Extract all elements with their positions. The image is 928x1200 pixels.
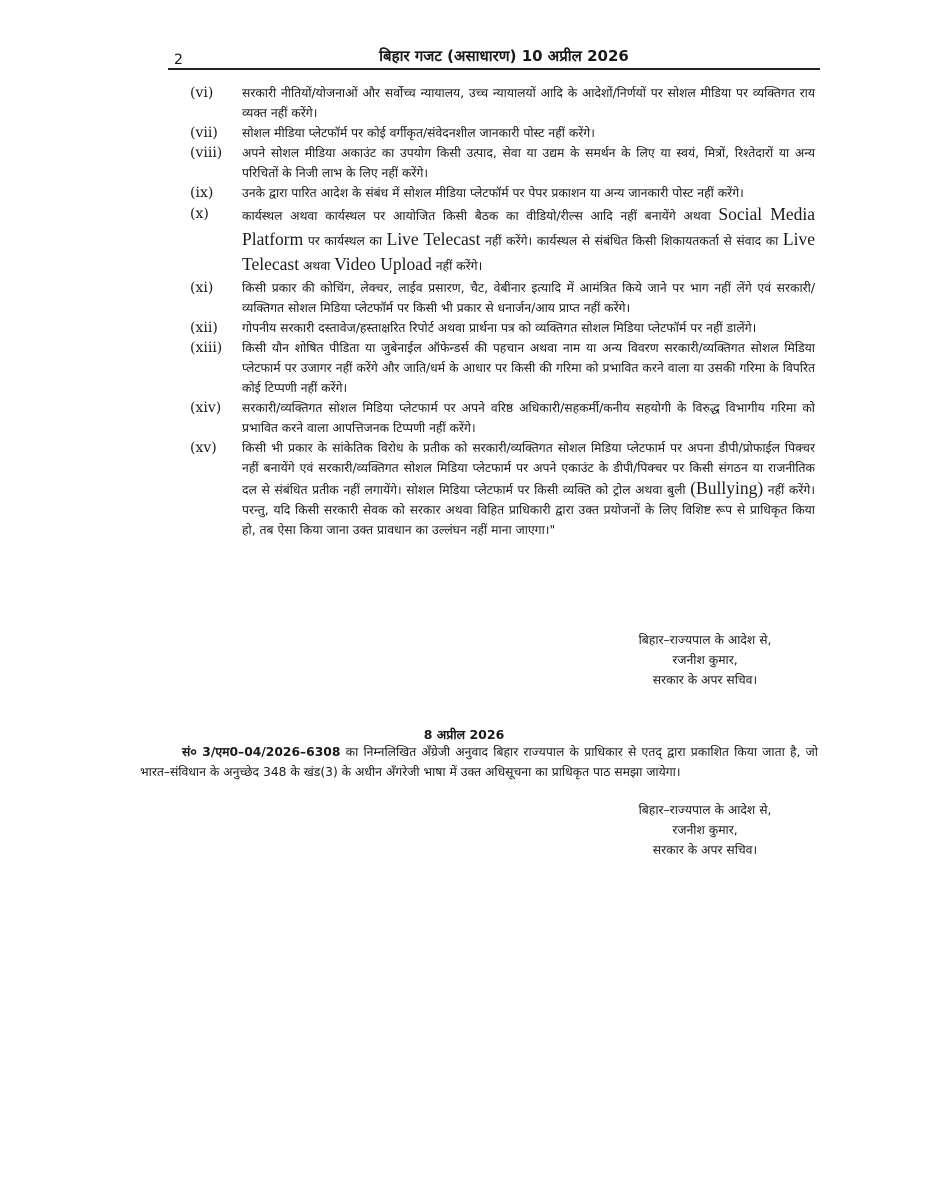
clause-vii xyxy=(190,123,815,143)
clause-text-part: पर कार्यस्थल का xyxy=(307,234,383,248)
clause-text: सरकारी नीतियों/योजनाओं और सर्वोच्च न्यायालय, उच्च न्यायालयों आदि के आदेशों/निर्णयों पर सोशल मीडिया पर व्यक्तिगत राय व्यक्त नहीं करेंगे। xyxy=(242,86,815,120)
notification-date: 8 अप्रील 2026 xyxy=(423,727,505,742)
signature-name: रजनीश कुमार, xyxy=(672,823,738,837)
signature-designation: सरकार के अपर सचिव। xyxy=(652,673,758,687)
english-term: Live Telecast xyxy=(386,229,481,249)
clause-xiv xyxy=(190,398,815,438)
clause-text xyxy=(242,438,815,540)
clause-number: (ix) xyxy=(190,185,214,201)
clause-number: (xii) xyxy=(190,320,218,336)
clause-xv xyxy=(190,438,815,540)
clause-ix xyxy=(190,183,815,203)
notification-body: का निम्नलिखित अँग्रेजी अनुवाद बिहार राज्यपाल के प्राधिकार से एतद् द्वारा प्रकाशित किया जाता है, जो भारत–संविधान के अनुच्छेद 348 के खंड(3) के अधीन अँगरेजी भाषा में उक्त अधिसूचना का प्राधिकृत पाठ समझा जायेगा। xyxy=(140,745,818,779)
page-header xyxy=(168,42,820,70)
clause-text-part: अथवा xyxy=(303,259,331,273)
clause-number: (xv) xyxy=(190,440,217,456)
clause-vi xyxy=(190,83,815,123)
clause-text: किसी प्रकार की कोचिंग, लेक्चर, लाईव प्रसारण, चैट, वेबीनार इत्यादि में आमंत्रित किये जाने पर भाग नहीं लेंगे एवं सरकारी/व्यक्तिगत सोशल मिडिया प्लेटफॉर्म पर किसी भी प्रकार से धनार्जन/आय प्राप्त नहीं करेंगे। xyxy=(242,281,815,315)
header-rule xyxy=(168,68,820,70)
clause-number: (x) xyxy=(190,206,209,222)
clause-viii xyxy=(190,143,815,183)
signature-designation: सरकार के अपर सचिव। xyxy=(652,843,758,857)
clause-number: (xiv) xyxy=(190,400,222,416)
clause-number: (viii) xyxy=(190,145,223,161)
clause-list xyxy=(190,83,815,540)
clause-number: (vii) xyxy=(190,125,218,141)
clause-text: गोपनीय सरकारी दस्तावेज/हस्ताक्षरित रिपोर्ट अथवा प्रार्थना पत्र को व्यक्तिगत सोशल मिडिया प्लेटफॉर्म पर नहीं डालेंगे। xyxy=(242,321,757,335)
signature-block xyxy=(600,800,810,860)
clause-text: सरकारी/व्यक्तिगत सोशल मिडिया प्लेटफार्म पर अपने वरिष्ठ अधिकारी/सहकर्मी/कनीय सहयोगी के विरुद्ध विभागीय गरिमा को प्रभावित करने वाला आपत्तिजनक टिप्पणी नहीं करेंगे। xyxy=(242,401,815,435)
clause-text: सोशल मीडिया प्लेटफॉर्म पर कोई वर्गीकृत/संवेदनशील जानकारी पोस्ट नहीं करेंगे। xyxy=(242,126,595,140)
english-term: (Bullying) xyxy=(690,478,764,498)
notification-paragraph xyxy=(140,742,818,782)
english-term: Video Upload xyxy=(334,254,432,274)
clause-text xyxy=(242,203,815,278)
signature-name: रजनीश कुमार, xyxy=(672,653,738,667)
clause-text-part: नहीं करेंगे। परन्तु, यदि किसी सरकारी सेवक को सरकार अथवा विहित प्राधिकारी द्वारा उक्त प्रयोजनों के लिए विशिष्ट रूप से प्राधिकृत किया हो, तब ऐसा किया जाना उक्त प्रावधान का उल्लंघन नहीं माना जाएगा।" xyxy=(242,483,815,537)
notification-reference: सं० 3/एम0–04/2026–6308 xyxy=(182,745,341,759)
clause-number: (xi) xyxy=(190,280,214,296)
clause-xi xyxy=(190,278,815,318)
clause-text-part: कार्यस्थल अथवा कार्यस्थल पर आयोजित किसी बैठक का वीडियो/रील्स आदि नहीं बनायेंगे अथवा xyxy=(242,209,711,223)
clause-text: उनके द्वारा पारित आदेश के संबंध में सोशल मीडिया प्लेटफॉर्म पर पेपर प्रकाशन या अन्य जानकारी पोस्ट नहीं करेंगे। xyxy=(242,186,744,200)
page-number: 2 xyxy=(174,52,183,68)
clause-text: अपने सोशल मीडिया अकाउंट का उपयोग किसी उत्पाद, सेवा या उद्यम के समर्थन के लिए या स्वयं, मित्रों, रिश्तेदारों या अन्य परिचितों के निजी लाभ के लिए नहीं करेंगे। xyxy=(242,146,815,180)
clause-text-part: किसी भी प्रकार के सांकेतिक विरोध के प्रतीक को सरकारी/व्यक्तिगत सोशल मिडिया प्लेटफार्म पर अपना डीपी/प्रोफाईल पिक्चर नहीं बनायेंगे एवं सरकारी/व्यक्तिगत सोशल मिडिया प्लेटफार्म पर अपने एकाउंट के डीपी/पिक्चर पर किसी संगठन या राजनीतिक दल से संबंधित प्रतीक नहीं लगायेंगे। सोशल मिडिया प्लेटफार्म पर किसी व्यक्ति को ट्रोल अथवा बुली xyxy=(242,441,815,497)
signature-block xyxy=(600,630,810,690)
clause-number: (xiii) xyxy=(190,340,223,356)
clause-text-part: नहीं करेंगे। कार्यस्थल से संबंधित किसी शिकायतकर्ता से संवाद का xyxy=(485,234,779,248)
signature-authority: बिहार–राज्यपाल के आदेश से, xyxy=(638,633,772,647)
clause-number: (vi) xyxy=(190,85,214,101)
english-term: Social Media Platform xyxy=(242,204,815,249)
signature-authority: बिहार–राज्यपाल के आदेश से, xyxy=(638,803,772,817)
clause-text: किसी यौन शोषित पीडिता या जुबेनाईल ऑफेन्डर्स की पहचान अथवा नाम या अन्य विवरण सरकारी/व्यक्तिगत सोशल मिडिया प्लेटफार्म पर उजागर नहीं करेंगे और जाति/धर्म के आधार पर किसी की गरिमा को प्रभावित करने वाला या उसकी गरिमा के विपरित कोई टिप्पणी नहीं करेंगे। xyxy=(242,341,815,395)
clause-xii xyxy=(190,318,815,338)
gazette-title: बिहार गजट (असाधारण) 10 अप्रील 2026 xyxy=(379,47,629,65)
clause-x xyxy=(190,203,815,278)
clause-text-part: नहीं करेंगे। xyxy=(435,259,483,273)
english-term: Live Telecast xyxy=(242,229,815,274)
clause-xiii xyxy=(190,338,815,398)
